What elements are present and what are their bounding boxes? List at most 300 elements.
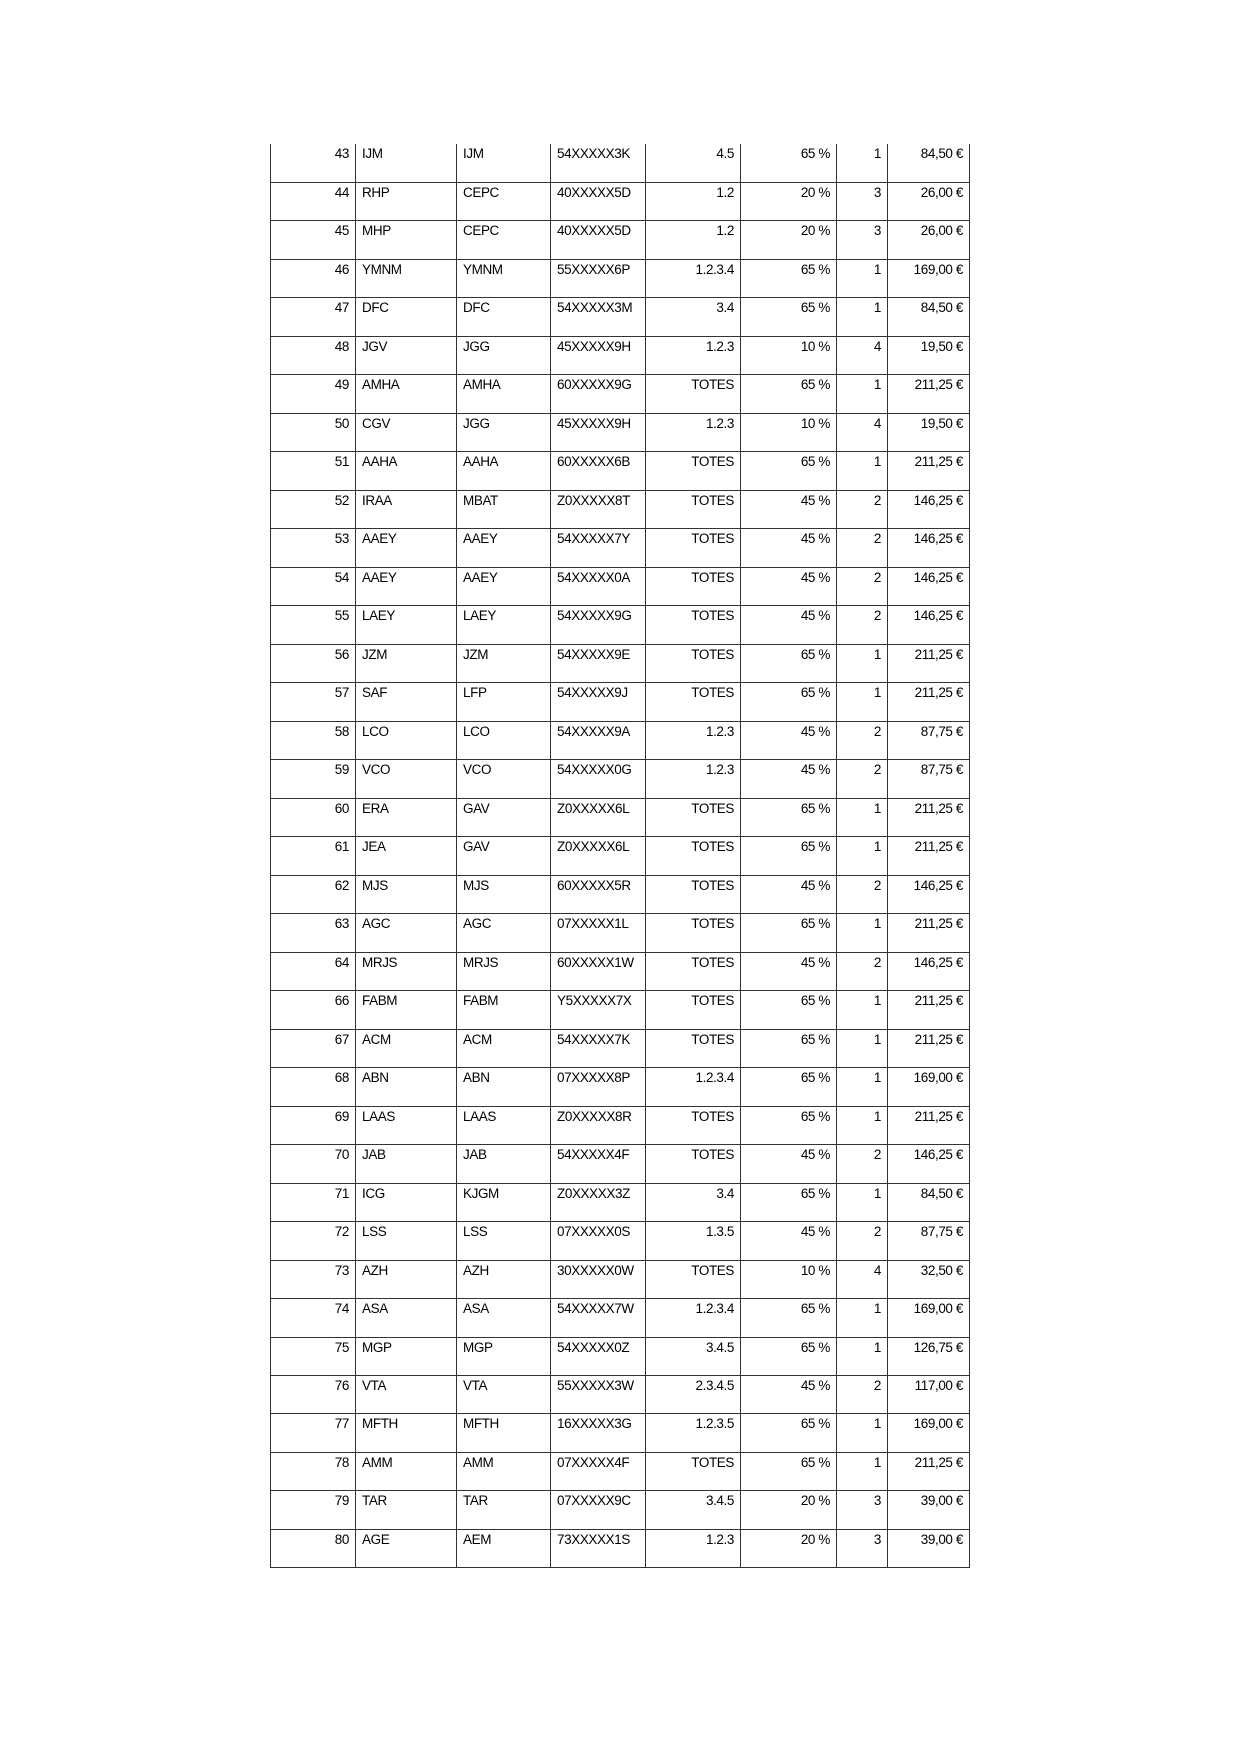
- count-cell: 2: [837, 952, 888, 990]
- items-cell: 1.2: [646, 182, 741, 220]
- percent-cell: 45 %: [741, 721, 837, 759]
- count-cell: 1: [837, 1299, 888, 1337]
- amount-cell: 19,50 €: [888, 336, 970, 374]
- amount-cell: 211,25 €: [888, 1452, 970, 1490]
- id-cell: 45XXXXX9H: [551, 413, 646, 451]
- count-cell: 1: [837, 452, 888, 490]
- code-b-cell: DFC: [457, 298, 551, 336]
- id-cell: Z0XXXXX3Z: [551, 1183, 646, 1221]
- row-number-cell: 63: [271, 914, 356, 952]
- percent-cell: 45 %: [741, 529, 837, 567]
- table-row: [271, 413, 970, 451]
- row-number-cell: 43: [271, 144, 356, 182]
- percent-cell: 20 %: [741, 182, 837, 220]
- row-number-cell: 50: [271, 413, 356, 451]
- code-b-cell: AAHA: [457, 452, 551, 490]
- items-cell: TOTES: [646, 1106, 741, 1144]
- items-cell: TOTES: [646, 529, 741, 567]
- amount-cell: 211,25 €: [888, 452, 970, 490]
- id-cell: Z0XXXXX8T: [551, 490, 646, 528]
- items-cell: TOTES: [646, 375, 741, 413]
- code-b-cell: VTA: [457, 1376, 551, 1414]
- count-cell: 1: [837, 991, 888, 1029]
- row-number-cell: 60: [271, 798, 356, 836]
- code-b-cell: CEPC: [457, 182, 551, 220]
- items-cell: 1.2.3.5: [646, 1414, 741, 1452]
- table-row: [271, 1222, 970, 1260]
- row-number-cell: 55: [271, 606, 356, 644]
- percent-cell: 20 %: [741, 1491, 837, 1529]
- id-cell: 30XXXXX0W: [551, 1260, 646, 1298]
- table-row: [271, 375, 970, 413]
- row-number-cell: 68: [271, 1068, 356, 1106]
- id-cell: 54XXXXX9J: [551, 683, 646, 721]
- code-b-cell: AGC: [457, 914, 551, 952]
- items-cell: TOTES: [646, 1260, 741, 1298]
- amount-cell: 26,00 €: [888, 221, 970, 259]
- count-cell: 4: [837, 1260, 888, 1298]
- data-table: [270, 144, 970, 1568]
- percent-cell: 65 %: [741, 1029, 837, 1067]
- code-a-cell: AZH: [356, 1260, 457, 1298]
- table-row: [271, 952, 970, 990]
- code-b-cell: GAV: [457, 837, 551, 875]
- items-cell: TOTES: [646, 1452, 741, 1490]
- id-cell: 54XXXXX4F: [551, 1145, 646, 1183]
- amount-cell: 211,25 €: [888, 683, 970, 721]
- items-cell: 1.3.5: [646, 1222, 741, 1260]
- percent-cell: 65 %: [741, 1068, 837, 1106]
- row-number-cell: 49: [271, 375, 356, 413]
- count-cell: 1: [837, 798, 888, 836]
- percent-cell: 65 %: [741, 1414, 837, 1452]
- amount-cell: 87,75 €: [888, 760, 970, 798]
- code-b-cell: GAV: [457, 798, 551, 836]
- code-a-cell: VCO: [356, 760, 457, 798]
- code-a-cell: AAHA: [356, 452, 457, 490]
- table-row: [271, 1183, 970, 1221]
- count-cell: 2: [837, 490, 888, 528]
- code-a-cell: LCO: [356, 721, 457, 759]
- row-number-cell: 66: [271, 991, 356, 1029]
- code-b-cell: MBAT: [457, 490, 551, 528]
- count-cell: 2: [837, 567, 888, 605]
- count-cell: 1: [837, 144, 888, 182]
- id-cell: 54XXXXX0A: [551, 567, 646, 605]
- percent-cell: 65 %: [741, 144, 837, 182]
- items-cell: TOTES: [646, 567, 741, 605]
- row-number-cell: 71: [271, 1183, 356, 1221]
- id-cell: 73XXXXX1S: [551, 1529, 646, 1567]
- table-row: [271, 1260, 970, 1298]
- count-cell: 3: [837, 182, 888, 220]
- row-number-cell: 53: [271, 529, 356, 567]
- code-a-cell: AMM: [356, 1452, 457, 1490]
- percent-cell: 65 %: [741, 375, 837, 413]
- count-cell: 2: [837, 875, 888, 913]
- table-row: [271, 259, 970, 297]
- table-row: [271, 182, 970, 220]
- code-a-cell: ABN: [356, 1068, 457, 1106]
- row-number-cell: 78: [271, 1452, 356, 1490]
- row-number-cell: 76: [271, 1376, 356, 1414]
- code-a-cell: SAF: [356, 683, 457, 721]
- id-cell: 54XXXXX9A: [551, 721, 646, 759]
- count-cell: 1: [837, 298, 888, 336]
- table-row: [271, 760, 970, 798]
- items-cell: TOTES: [646, 683, 741, 721]
- amount-cell: 169,00 €: [888, 259, 970, 297]
- count-cell: 2: [837, 721, 888, 759]
- code-b-cell: VCO: [457, 760, 551, 798]
- code-a-cell: AMHA: [356, 375, 457, 413]
- code-b-cell: AEM: [457, 1529, 551, 1567]
- amount-cell: 84,50 €: [888, 144, 970, 182]
- count-cell: 3: [837, 1529, 888, 1567]
- items-cell: TOTES: [646, 644, 741, 682]
- code-a-cell: JZM: [356, 644, 457, 682]
- code-b-cell: MFTH: [457, 1414, 551, 1452]
- code-a-cell: AGC: [356, 914, 457, 952]
- row-number-cell: 61: [271, 837, 356, 875]
- items-cell: 3.4: [646, 1183, 741, 1221]
- code-b-cell: CEPC: [457, 221, 551, 259]
- items-cell: TOTES: [646, 1029, 741, 1067]
- count-cell: 4: [837, 413, 888, 451]
- table-row: [271, 991, 970, 1029]
- id-cell: Z0XXXXX6L: [551, 837, 646, 875]
- items-cell: TOTES: [646, 837, 741, 875]
- amount-cell: 84,50 €: [888, 298, 970, 336]
- items-cell: TOTES: [646, 914, 741, 952]
- code-a-cell: ICG: [356, 1183, 457, 1221]
- table-row: [271, 875, 970, 913]
- row-number-cell: 59: [271, 760, 356, 798]
- percent-cell: 65 %: [741, 298, 837, 336]
- count-cell: 4: [837, 336, 888, 374]
- table-row: [271, 144, 970, 182]
- code-b-cell: KJGM: [457, 1183, 551, 1221]
- code-b-cell: MGP: [457, 1337, 551, 1375]
- count-cell: 1: [837, 1337, 888, 1375]
- code-b-cell: TAR: [457, 1491, 551, 1529]
- count-cell: 1: [837, 1414, 888, 1452]
- table-row: [271, 914, 970, 952]
- percent-cell: 65 %: [741, 1299, 837, 1337]
- id-cell: 54XXXXX7W: [551, 1299, 646, 1337]
- code-a-cell: AGE: [356, 1529, 457, 1567]
- id-cell: 54XXXXX9G: [551, 606, 646, 644]
- percent-cell: 45 %: [741, 567, 837, 605]
- table-body: [271, 144, 970, 1568]
- amount-cell: 126,75 €: [888, 1337, 970, 1375]
- code-a-cell: ASA: [356, 1299, 457, 1337]
- code-b-cell: AAEY: [457, 567, 551, 605]
- id-cell: 45XXXXX9H: [551, 336, 646, 374]
- amount-cell: 146,25 €: [888, 1145, 970, 1183]
- code-b-cell: AAEY: [457, 529, 551, 567]
- items-cell: TOTES: [646, 991, 741, 1029]
- table-row: [271, 798, 970, 836]
- amount-cell: 211,25 €: [888, 798, 970, 836]
- amount-cell: 169,00 €: [888, 1068, 970, 1106]
- percent-cell: 65 %: [741, 1183, 837, 1221]
- percent-cell: 45 %: [741, 490, 837, 528]
- table-row: [271, 529, 970, 567]
- code-a-cell: LSS: [356, 1222, 457, 1260]
- id-cell: 60XXXXX6B: [551, 452, 646, 490]
- count-cell: 2: [837, 1145, 888, 1183]
- row-number-cell: 74: [271, 1299, 356, 1337]
- items-cell: TOTES: [646, 452, 741, 490]
- count-cell: 1: [837, 259, 888, 297]
- items-cell: TOTES: [646, 606, 741, 644]
- row-number-cell: 56: [271, 644, 356, 682]
- table-row: [271, 298, 970, 336]
- code-b-cell: ABN: [457, 1068, 551, 1106]
- code-b-cell: IJM: [457, 144, 551, 182]
- percent-cell: 65 %: [741, 683, 837, 721]
- percent-cell: 65 %: [741, 837, 837, 875]
- id-cell: 55XXXXX6P: [551, 259, 646, 297]
- table-row: [271, 1376, 970, 1414]
- percent-cell: 65 %: [741, 644, 837, 682]
- table-row: [271, 1299, 970, 1337]
- amount-cell: 211,25 €: [888, 914, 970, 952]
- percent-cell: 65 %: [741, 1106, 837, 1144]
- items-cell: TOTES: [646, 798, 741, 836]
- code-a-cell: JGV: [356, 336, 457, 374]
- code-a-cell: FABM: [356, 991, 457, 1029]
- code-b-cell: JGG: [457, 336, 551, 374]
- amount-cell: 84,50 €: [888, 1183, 970, 1221]
- code-b-cell: LSS: [457, 1222, 551, 1260]
- code-a-cell: MFTH: [356, 1414, 457, 1452]
- table-row: [271, 1452, 970, 1490]
- percent-cell: 45 %: [741, 952, 837, 990]
- id-cell: 60XXXXX9G: [551, 375, 646, 413]
- code-a-cell: CGV: [356, 413, 457, 451]
- amount-cell: 32,50 €: [888, 1260, 970, 1298]
- id-cell: 54XXXXX3K: [551, 144, 646, 182]
- id-cell: 54XXXXX3M: [551, 298, 646, 336]
- row-number-cell: 54: [271, 567, 356, 605]
- items-cell: 1.2.3.4: [646, 259, 741, 297]
- id-cell: 54XXXXX7K: [551, 1029, 646, 1067]
- amount-cell: 146,25 €: [888, 490, 970, 528]
- code-a-cell: YMNM: [356, 259, 457, 297]
- table-row: [271, 1145, 970, 1183]
- row-number-cell: 75: [271, 1337, 356, 1375]
- percent-cell: 45 %: [741, 1222, 837, 1260]
- count-cell: 1: [837, 644, 888, 682]
- code-b-cell: ASA: [457, 1299, 551, 1337]
- code-a-cell: MRJS: [356, 952, 457, 990]
- percent-cell: 65 %: [741, 914, 837, 952]
- code-a-cell: LAEY: [356, 606, 457, 644]
- code-b-cell: LFP: [457, 683, 551, 721]
- count-cell: 3: [837, 1491, 888, 1529]
- items-cell: 1.2.3: [646, 721, 741, 759]
- percent-cell: 10 %: [741, 1260, 837, 1298]
- percent-cell: 45 %: [741, 875, 837, 913]
- amount-cell: 146,25 €: [888, 875, 970, 913]
- table-row: [271, 606, 970, 644]
- items-cell: 3.4.5: [646, 1337, 741, 1375]
- row-number-cell: 79: [271, 1491, 356, 1529]
- items-cell: 3.4: [646, 298, 741, 336]
- code-a-cell: IJM: [356, 144, 457, 182]
- code-b-cell: LAEY: [457, 606, 551, 644]
- percent-cell: 45 %: [741, 1145, 837, 1183]
- row-number-cell: 69: [271, 1106, 356, 1144]
- items-cell: 1.2.3: [646, 336, 741, 374]
- id-cell: Y5XXXXX7X: [551, 991, 646, 1029]
- percent-cell: 45 %: [741, 1376, 837, 1414]
- table-row: [271, 1029, 970, 1067]
- amount-cell: 26,00 €: [888, 182, 970, 220]
- percent-cell: 45 %: [741, 606, 837, 644]
- amount-cell: 211,25 €: [888, 375, 970, 413]
- code-a-cell: ACM: [356, 1029, 457, 1067]
- id-cell: 55XXXXX3W: [551, 1376, 646, 1414]
- amount-cell: 39,00 €: [888, 1529, 970, 1567]
- table-row: [271, 644, 970, 682]
- items-cell: 1.2.3: [646, 1529, 741, 1567]
- code-a-cell: IRAA: [356, 490, 457, 528]
- code-a-cell: RHP: [356, 182, 457, 220]
- amount-cell: 211,25 €: [888, 1106, 970, 1144]
- items-cell: 1.2.3.4: [646, 1068, 741, 1106]
- count-cell: 1: [837, 1029, 888, 1067]
- code-b-cell: ACM: [457, 1029, 551, 1067]
- table-row: [271, 683, 970, 721]
- id-cell: 07XXXXX4F: [551, 1452, 646, 1490]
- amount-cell: 87,75 €: [888, 1222, 970, 1260]
- row-number-cell: 77: [271, 1414, 356, 1452]
- id-cell: 54XXXXX0Z: [551, 1337, 646, 1375]
- items-cell: 3.4.5: [646, 1491, 741, 1529]
- table-row: [271, 1068, 970, 1106]
- count-cell: 1: [837, 837, 888, 875]
- table-row: [271, 567, 970, 605]
- table-row: [271, 490, 970, 528]
- row-number-cell: 45: [271, 221, 356, 259]
- code-b-cell: AZH: [457, 1260, 551, 1298]
- id-cell: 07XXXXX1L: [551, 914, 646, 952]
- code-a-cell: ERA: [356, 798, 457, 836]
- row-number-cell: 46: [271, 259, 356, 297]
- row-number-cell: 73: [271, 1260, 356, 1298]
- id-cell: 54XXXXX7Y: [551, 529, 646, 567]
- id-cell: Z0XXXXX6L: [551, 798, 646, 836]
- row-number-cell: 58: [271, 721, 356, 759]
- table-row: [271, 721, 970, 759]
- count-cell: 3: [837, 221, 888, 259]
- row-number-cell: 52: [271, 490, 356, 528]
- percent-cell: 65 %: [741, 259, 837, 297]
- table-row: [271, 837, 970, 875]
- amount-cell: 169,00 €: [888, 1299, 970, 1337]
- code-b-cell: MRJS: [457, 952, 551, 990]
- row-number-cell: 80: [271, 1529, 356, 1567]
- amount-cell: 211,25 €: [888, 644, 970, 682]
- amount-cell: 211,25 €: [888, 837, 970, 875]
- count-cell: 2: [837, 529, 888, 567]
- items-cell: TOTES: [646, 1145, 741, 1183]
- code-b-cell: JAB: [457, 1145, 551, 1183]
- row-number-cell: 70: [271, 1145, 356, 1183]
- items-cell: 2.3.4.5: [646, 1376, 741, 1414]
- id-cell: 60XXXXX5R: [551, 875, 646, 913]
- id-cell: 60XXXXX1W: [551, 952, 646, 990]
- percent-cell: 65 %: [741, 991, 837, 1029]
- amount-cell: 169,00 €: [888, 1414, 970, 1452]
- items-cell: TOTES: [646, 952, 741, 990]
- row-number-cell: 67: [271, 1029, 356, 1067]
- row-number-cell: 51: [271, 452, 356, 490]
- row-number-cell: 64: [271, 952, 356, 990]
- percent-cell: 20 %: [741, 1529, 837, 1567]
- id-cell: 54XXXXX9E: [551, 644, 646, 682]
- code-b-cell: AMHA: [457, 375, 551, 413]
- row-number-cell: 44: [271, 182, 356, 220]
- code-a-cell: DFC: [356, 298, 457, 336]
- id-cell: 07XXXXX0S: [551, 1222, 646, 1260]
- items-cell: TOTES: [646, 875, 741, 913]
- code-a-cell: JAB: [356, 1145, 457, 1183]
- row-number-cell: 48: [271, 336, 356, 374]
- id-cell: 07XXXXX9C: [551, 1491, 646, 1529]
- items-cell: 1.2.3: [646, 760, 741, 798]
- count-cell: 2: [837, 1376, 888, 1414]
- count-cell: 2: [837, 606, 888, 644]
- count-cell: 1: [837, 1452, 888, 1490]
- table-row: [271, 452, 970, 490]
- id-cell: 40XXXXX5D: [551, 221, 646, 259]
- id-cell: 54XXXXX0G: [551, 760, 646, 798]
- table-row: [271, 1106, 970, 1144]
- amount-cell: 87,75 €: [888, 721, 970, 759]
- row-number-cell: 62: [271, 875, 356, 913]
- id-cell: 16XXXXX3G: [551, 1414, 646, 1452]
- percent-cell: 65 %: [741, 452, 837, 490]
- count-cell: 1: [837, 1068, 888, 1106]
- count-cell: 2: [837, 1222, 888, 1260]
- count-cell: 1: [837, 683, 888, 721]
- row-number-cell: 72: [271, 1222, 356, 1260]
- count-cell: 1: [837, 375, 888, 413]
- table-row: [271, 221, 970, 259]
- code-a-cell: AAEY: [356, 567, 457, 605]
- code-b-cell: JGG: [457, 413, 551, 451]
- percent-cell: 65 %: [741, 1452, 837, 1490]
- table-row: [271, 336, 970, 374]
- amount-cell: 146,25 €: [888, 529, 970, 567]
- amount-cell: 146,25 €: [888, 952, 970, 990]
- amount-cell: 211,25 €: [888, 1029, 970, 1067]
- amount-cell: 211,25 €: [888, 991, 970, 1029]
- amount-cell: 146,25 €: [888, 567, 970, 605]
- items-cell: 1.2.3: [646, 413, 741, 451]
- id-cell: Z0XXXXX8R: [551, 1106, 646, 1144]
- percent-cell: 65 %: [741, 1337, 837, 1375]
- code-b-cell: LAAS: [457, 1106, 551, 1144]
- percent-cell: 10 %: [741, 413, 837, 451]
- items-cell: 1.2: [646, 221, 741, 259]
- code-a-cell: MHP: [356, 221, 457, 259]
- row-number-cell: 47: [271, 298, 356, 336]
